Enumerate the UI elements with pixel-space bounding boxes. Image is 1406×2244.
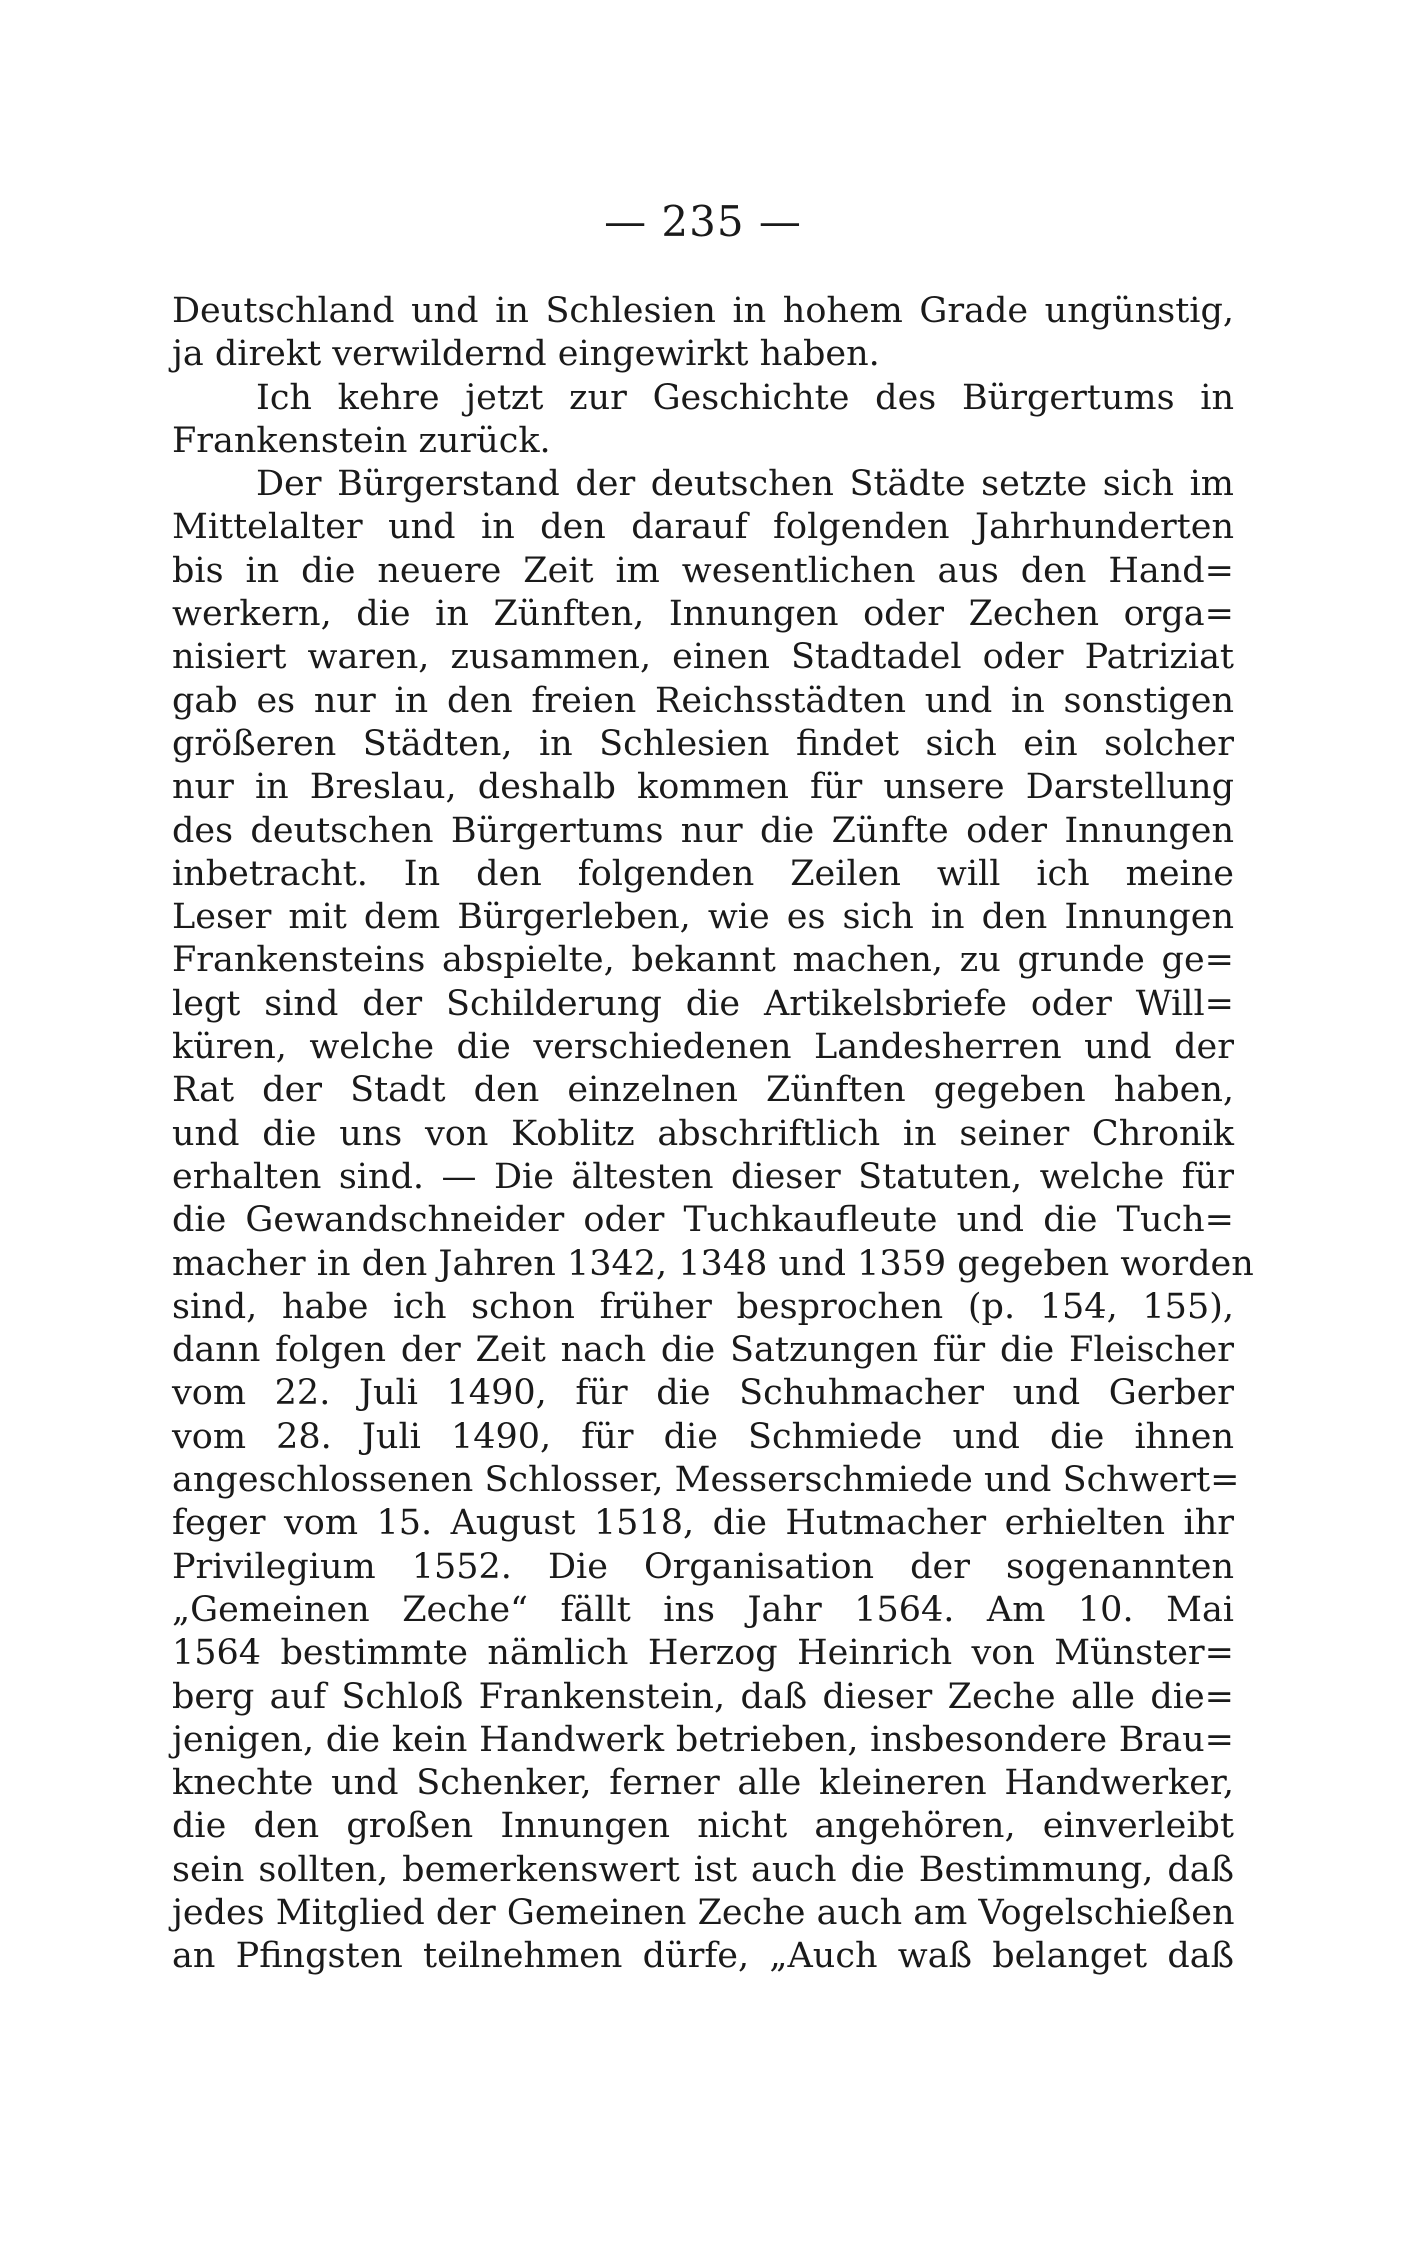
text-line: Mittelalter und in den darauf folgenden Jahrhunderten xyxy=(172,507,1234,548)
text-line: Frankenstein zurück. xyxy=(172,420,551,461)
text-line: sind, habe ich schon früher besprochen (p. 154, 155), xyxy=(172,1286,1234,1327)
text-line: die den großen Innungen nicht angehören, einverleibt xyxy=(172,1806,1234,1847)
text-line: berg auf Schloß Frankenstein, daß dieser Zeche alle die= xyxy=(172,1676,1234,1717)
text-line: erhalten sind. — Die ältesten dieser Statuten, welche für xyxy=(172,1156,1234,1197)
text-line: legt sind der Schilderung die Artikelsbriefe oder Will= xyxy=(172,983,1234,1024)
text-line: feger vom 15. August 1518, die Hutmacher erhielten ihr xyxy=(172,1503,1234,1544)
text-line: jenigen, die kein Handwerk betrieben, insbesondere Brau= xyxy=(172,1719,1234,1760)
text-line: Deutschland und in Schlesien in hohem Grade ungünstig, xyxy=(172,291,1234,331)
text-line: Leser mit dem Bürgerleben, wie es sich in den Innungen xyxy=(172,897,1234,938)
text-line: Privilegium 1552. Die Organisation der sogenannten xyxy=(172,1546,1234,1587)
text-line: küren, welche die verschiedenen Landesherren und der xyxy=(172,1027,1234,1068)
text-line: größeren Städten, in Schlesien findet sich ein solcher xyxy=(172,723,1234,764)
text-line: „Gemeinen Zeche“ fällt ins Jahr 1564. Am 10. Mai xyxy=(172,1589,1234,1630)
text-line: macher in den Jahren 1342, 1348 und 1359 gegeben worden xyxy=(172,1243,1254,1284)
text-line: gab es nur in den freien Reichsstädten und in sonstigen xyxy=(172,680,1234,721)
text-line: an Pfingsten teilnehmen dürfe, „Auch waß belanget daß xyxy=(172,1936,1234,1977)
text-line: sein sollten, bemerkenswert ist auch die Bestimmung, daß xyxy=(172,1849,1234,1890)
text-line: vom 22. Juli 1490, für die Schuhmacher und Gerber xyxy=(172,1373,1234,1414)
text-line: bis in die neuere Zeit im wesentlichen aus den Hand= xyxy=(172,550,1234,591)
text-line: des deutschen Bürgertums nur die Zünfte oder Innungen xyxy=(172,810,1234,851)
text-line: werkern, die in Zünften, Innungen oder Zechen orga= xyxy=(172,594,1234,635)
text-line: Ich kehre jetzt zur Geschichte des Bürgertums in xyxy=(256,377,1234,418)
text-line: dann folgen der Zeit nach die Satzungen für die Fleischer xyxy=(172,1330,1234,1371)
text-line: Rat der Stadt den einzelnen Zünften gegeben haben, xyxy=(172,1070,1234,1111)
text-line: angeschlossenen Schlosser, Messerschmiede und Schwert= xyxy=(172,1460,1240,1501)
text-line: und die uns von Koblitz abschriftlich in seiner Chronik xyxy=(172,1113,1234,1154)
text-line: nur in Breslau, deshalb kommen für unsere Darstellung xyxy=(172,767,1234,808)
text-line: die Gewandschneider oder Tuchkaufleute und die Tuch= xyxy=(172,1200,1234,1241)
text-line: ja direkt verwildernd eingewirkt haben. xyxy=(172,334,880,375)
text-line: Der Bürgerstand der deutschen Städte setzte sich im xyxy=(256,464,1234,505)
text-line: knechte und Schenker, ferner alle kleineren Handwerker, xyxy=(172,1763,1234,1804)
text-line: jedes Mitglied der Gemeinen Zeche auch am Vogelschießen xyxy=(172,1892,1235,1933)
page-number: — 235 — xyxy=(604,197,802,246)
text-line: vom 28. Juli 1490, für die Schmiede und die ihnen xyxy=(172,1416,1234,1457)
text-line: 1564 bestimmte nämlich Herzog Heinrich von Münster= xyxy=(172,1633,1234,1674)
text-line: inbetracht. In den folgenden Zeilen will ich meine xyxy=(172,853,1234,894)
text-line: nisiert waren, zusammen, einen Stadtadel oder Patriziat xyxy=(172,637,1234,678)
text-line: Frankensteins abspielte, bekannt machen, zu grunde ge= xyxy=(172,940,1234,981)
body-text xyxy=(172,290,1254,1979)
